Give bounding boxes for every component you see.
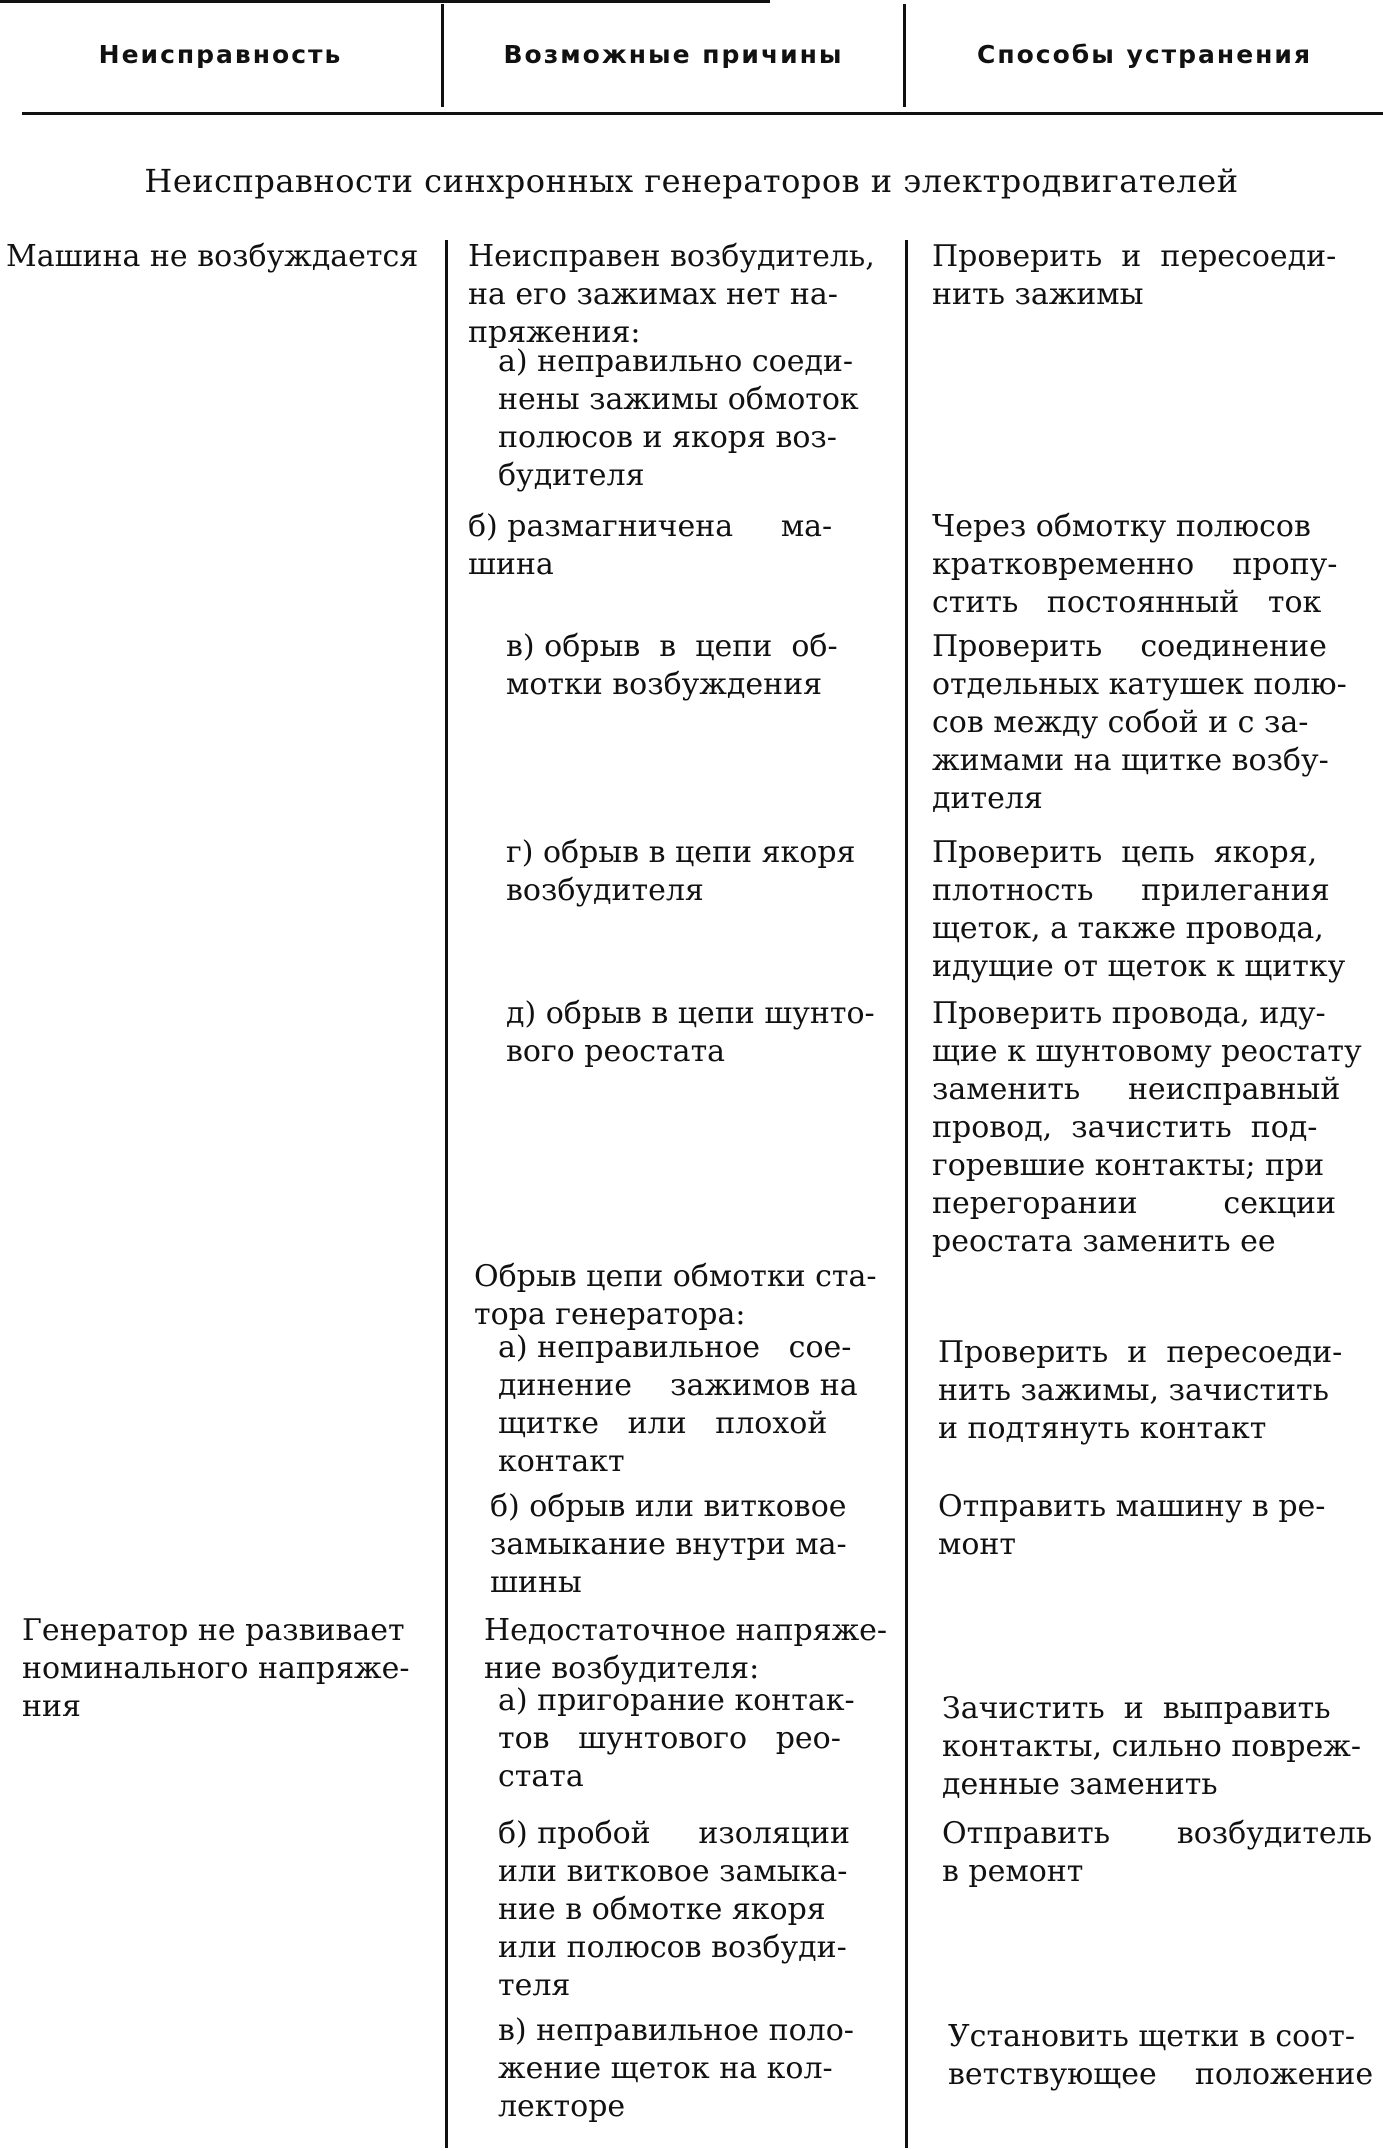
subcause-cell: б) обрыв или витковое замыкание внутри ма- шины [490,1489,847,1600]
body-divider-1 [445,240,448,2148]
remedy-cell: Проверить цепь якоря, плотность прилегания щеток, а также провода, идущие от щеток к щитку [932,835,1346,984]
remedy-cell: Проверить и пересоеди- нить зажимы [932,239,1337,312]
subcause-cell: д) обрыв в цепи шунто- вого реостата [506,996,875,1069]
remedy-cell: Через обмотку полюсов кратковременно пропу- стить постоянный ток [932,509,1338,620]
subcause-cell: г) обрыв в цепи якоря возбудителя [506,835,856,908]
header-fault: Неисправность [98,40,343,69]
remedy-cell: Отправить машину в ре- монт [938,1489,1326,1562]
subcause-cell: б) размагничена ма- шина [468,509,833,582]
subcause-cell: б) пробой изоляции или витковое замыка- ние в обмотке якоря или полюсов возбуди- теля [498,1816,851,2003]
remedy-cell: Проверить провода, иду- щие к шунтовому реостату заменить неисправный провод, зачистить под- горевшие контакты; при перегорании секции реостата заменить ее [932,996,1362,1259]
fault-cell: Генератор не развивает номинального напряже- ния [22,1613,410,1724]
fault-cell: Машина не возбуждается [6,239,419,274]
remedy-cell: Проверить соединение отдельных катушек полю- сов между собой и с за- жимами на щитке возбу- дителя [932,629,1347,816]
top-rule [0,0,770,3]
cause-group: Обрыв цепи обмотки ста- тора генератора: [474,1259,877,1332]
subcause-cell: в) неправильное поло- жение щеток на кол- лекторе [498,2013,854,2124]
subcause-cell: а) неправильное сое- динение зажимов на щитке или плохой контакт [498,1330,858,1479]
remedy-cell: Отправить возбудитель в ремонт [942,1816,1373,1889]
remedy-cell: Проверить и пересоеди- нить зажимы, зачистить и подтянуть контакт [938,1335,1343,1446]
remedy-cell: Зачистить и выправить контакты, сильно повреж- денные заменить [942,1691,1362,1802]
header-causes: Возможные причины [503,40,844,69]
header-bottom-rule [22,112,1383,115]
cause-group: Неисправен возбудитель, на его зажимах нет на- пряжения: [468,239,875,350]
subcause-cell: в) обрыв в цепи об- мотки возбуждения [506,629,838,702]
subcause-cell: а) неправильно соеди- нены зажимы обмоток полюсов и якоря воз- будителя [498,344,859,493]
body-divider-2 [905,240,908,2148]
remedy-cell: Установить щетки в соот- ветствующее положение [948,2019,1374,2092]
subcause-cell: а) пригорание контак- тов шунтового рео- стата [498,1683,855,1794]
cause-group: Недостаточное напряже- ние возбудителя: [484,1613,888,1686]
section-title: Неисправности синхронных генераторов и электродвигателей [144,162,1239,200]
header-remedies: Способы устранения [977,40,1312,69]
